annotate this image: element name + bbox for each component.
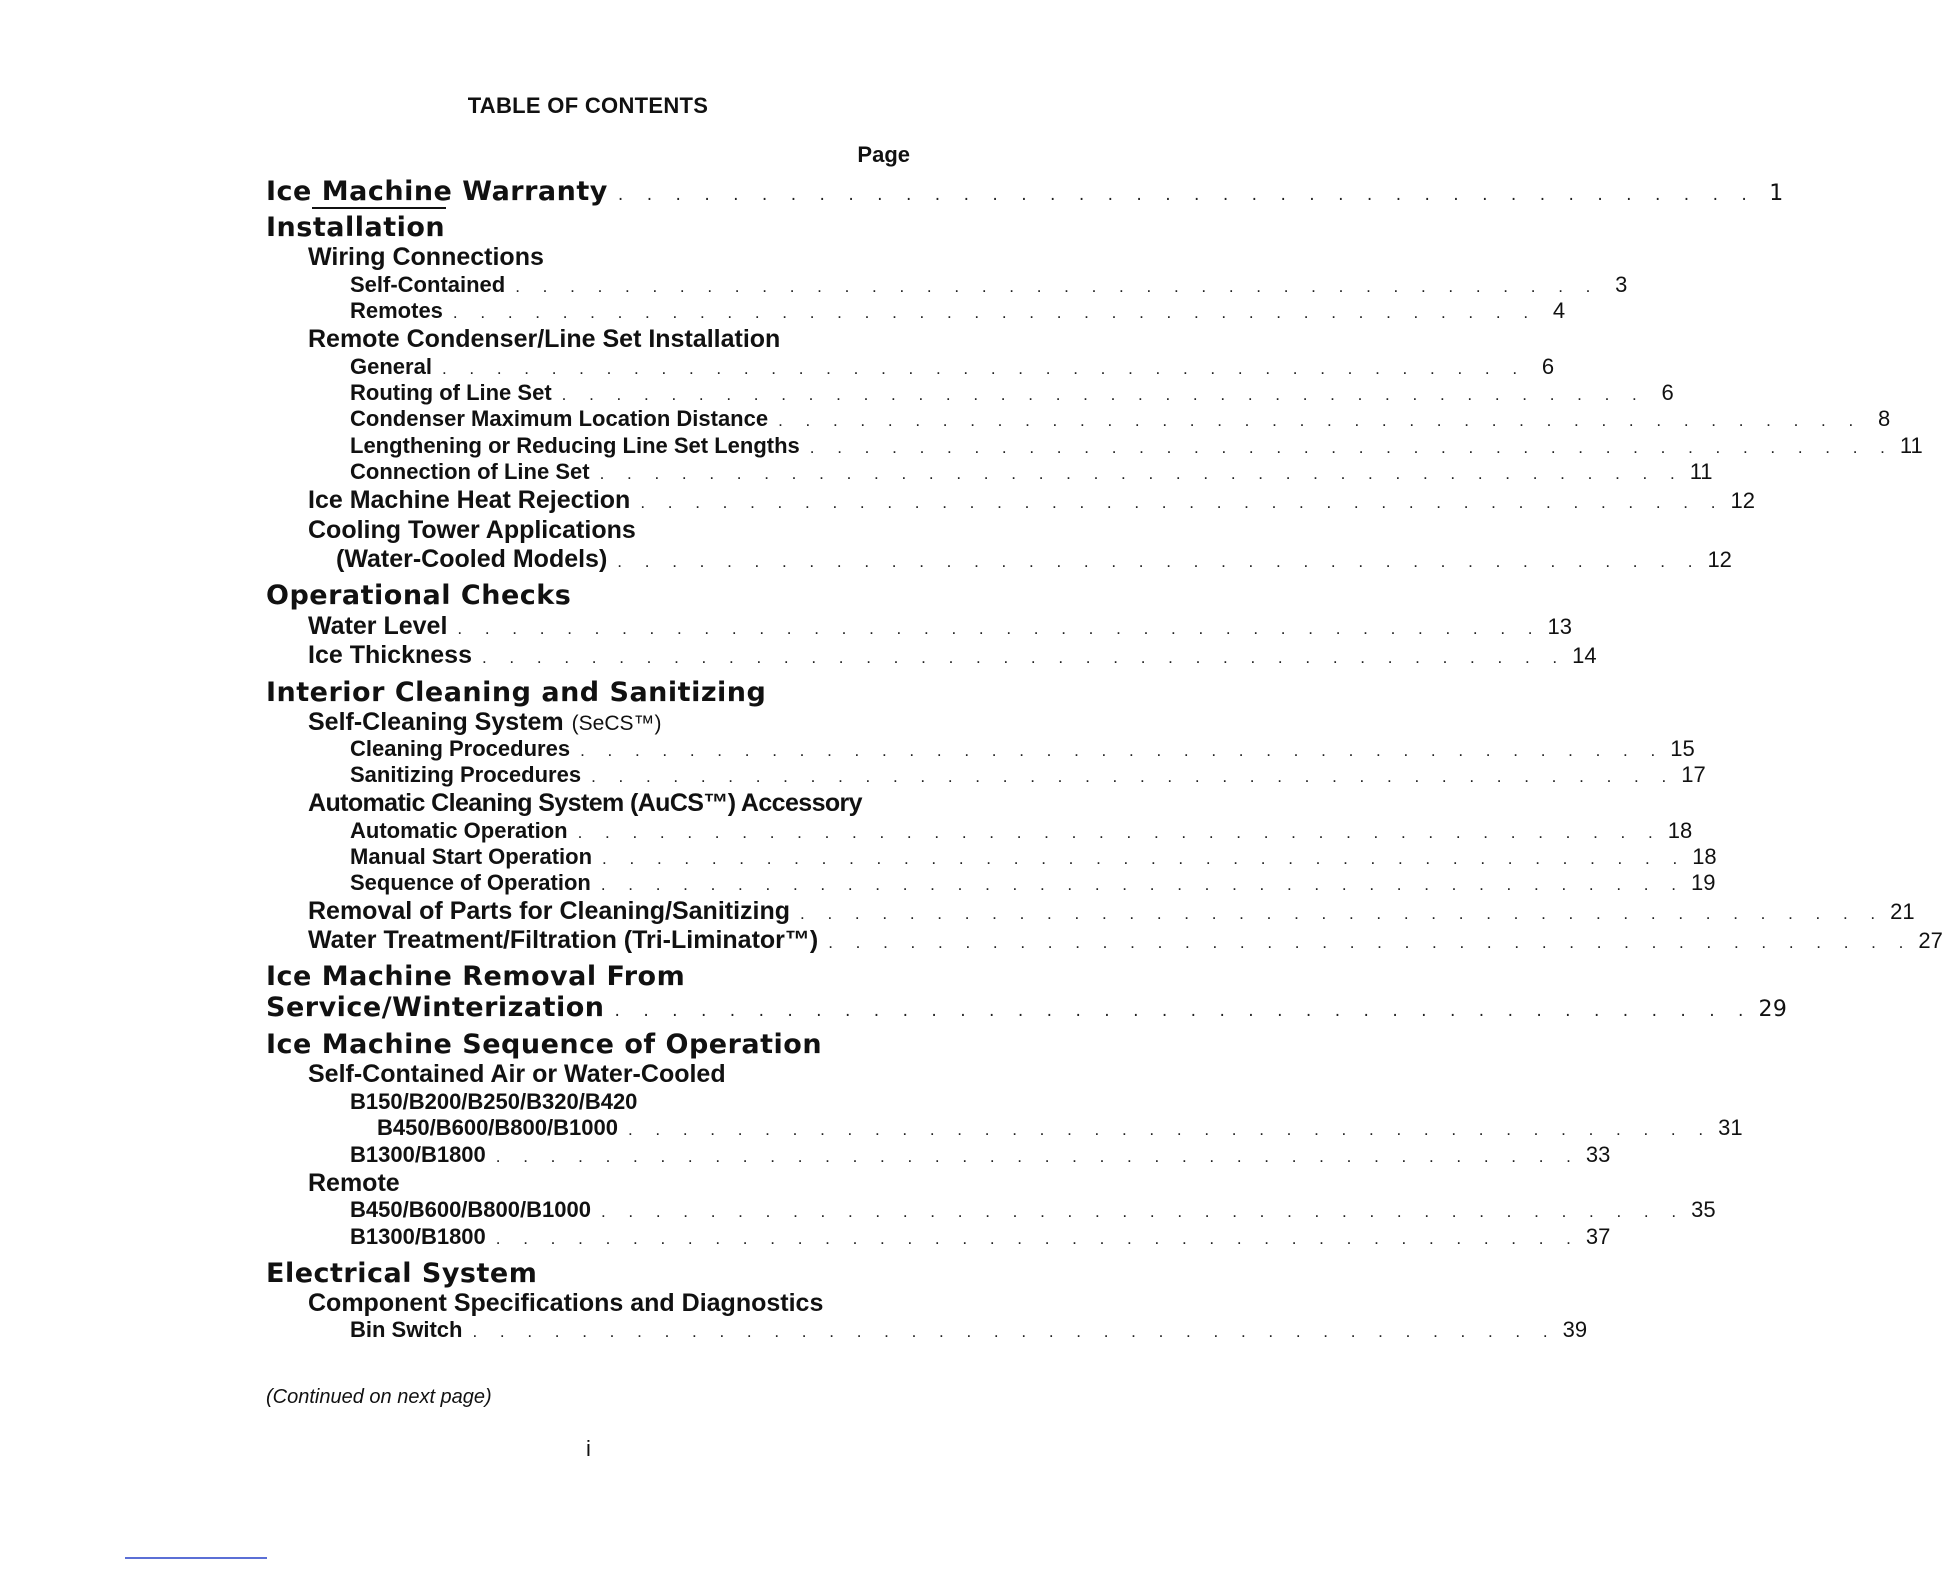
toc-entry-label: Sanitizing Procedures (350, 762, 582, 787)
toc-entry-label: Connection of Line Set (350, 459, 590, 484)
toc-entry-page: 6 (1541, 354, 1555, 379)
toc-entry[interactable] (350, 433, 1923, 459)
dot-leader: . . . . . . . . . . . . . . . . . . . . . . . . . . . . . . . . . . . . . . . . (441, 359, 1527, 378)
toc-entry-page: 6 (1661, 380, 1674, 405)
toc-entry-page: 11 (1689, 459, 1713, 484)
toc-entry[interactable] (350, 870, 1716, 896)
dot-leader: . . . . . . . . . . . . . . . . . . . . . . . . . . . . . . . . . . . . . . . . (800, 904, 1885, 923)
dot-leader: . . . . . . . . . . . . . . . . . . . . . . . . . . . . . . . . . . . . . . . . (495, 1229, 1580, 1248)
toc-entry[interactable] (377, 1115, 1743, 1141)
toc-entry-label: Automatic Cleaning System (AuCS™) Accessory (308, 789, 862, 817)
toc-entry[interactable] (266, 992, 1788, 1023)
toc-entry[interactable] (350, 1089, 911, 1115)
toc-entry-label: Ice Machine Heat Rejection (308, 486, 631, 514)
dot-leader: . . . . . . . . . . . . . . . . . . . . . . . . . . . . . . . . . . . . . . . . (617, 185, 1756, 205)
toc-entry[interactable] (336, 545, 1732, 574)
toc-entry-label: Service/Winterization (266, 992, 605, 1023)
dot-leader: . . . . . . . . . . . . . . . . . . . . . . . . . . . . . . . . . . . . . . . . (617, 552, 1702, 571)
toc-entry-page: 14 (1572, 643, 1597, 668)
toc-entry-page: 12 (1730, 488, 1755, 513)
toc-entry-label: Bin Switch (350, 1317, 463, 1342)
toc-entry[interactable] (308, 897, 1915, 926)
toc-entry[interactable] (350, 1142, 1611, 1168)
toc-entry[interactable] (308, 708, 911, 737)
toc-entry[interactable] (266, 580, 911, 611)
toc-entry-label: Installation (266, 212, 446, 243)
dot-leader: . . . . . . . . . . . . . . . . . . . . . . . . . . . . . . . . . . . . . . . . (452, 303, 1538, 322)
underline-mark (312, 207, 446, 209)
toc-entry[interactable] (350, 736, 1695, 762)
continued-note: (Continued on next page) (266, 1386, 492, 1408)
toc-entry[interactable] (308, 926, 1943, 955)
toc-entry-label: Ice Machine Sequence of Operation (266, 1029, 823, 1060)
toc-entry[interactable] (308, 612, 1573, 641)
toc-entry-suffix: (SeCS™) (571, 712, 662, 735)
toc-entry-page: 13 (1547, 614, 1573, 639)
toc-entry-label: Water Treatment/Filtration (Tri-Liminator™) (308, 926, 819, 954)
toc-entry[interactable] (308, 789, 911, 818)
toc-entry[interactable] (308, 243, 911, 272)
dot-leader: . . . . . . . . . . . . . . . . . . . . . . . . . . . . . . . . . . . . . . . . (515, 277, 1600, 296)
toc-entry-label: Component Specifications and Diagnostics (308, 1289, 824, 1317)
toc-entry[interactable] (266, 212, 911, 243)
toc-entry-label: Remote Condenser/Line Set Installation (308, 325, 781, 353)
toc-entry-page: 11 (1899, 433, 1923, 458)
toc-entry-label: Self-Contained (350, 272, 506, 297)
toc-entry[interactable] (350, 354, 1555, 380)
toc-entry-label: Ice Machine Removal From (266, 961, 686, 992)
toc-entry-page: 12 (1707, 547, 1732, 572)
toc-entry-page: 8 (1877, 406, 1891, 431)
toc-entry-label: Water Level (308, 612, 448, 640)
toc-entry[interactable] (266, 1258, 911, 1289)
toc-entry-label: Electrical System (266, 1258, 538, 1289)
toc-entry[interactable] (350, 298, 1566, 324)
toc-entry-page: 18 (1667, 818, 1693, 843)
toc-entry[interactable] (308, 641, 1597, 670)
toc-entry[interactable] (350, 1317, 1588, 1343)
dot-leader: . . . . . . . . . . . . . . . . . . . . . . . . . . . . . . . . . . . . . . . . (602, 849, 1687, 868)
page-column-header: Page (857, 142, 910, 167)
toc-entry-page: 37 (1585, 1224, 1611, 1249)
toc-entry-label: B450/B600/B800/B1000 (377, 1115, 618, 1140)
toc-entry-label: Remote (308, 1169, 400, 1197)
toc-entry-label: Automatic Operation (350, 818, 568, 843)
toc-entry[interactable] (266, 677, 911, 708)
toc-entry-label: (Water-Cooled Models) (336, 545, 608, 573)
dot-leader: . . . . . . . . . . . . . . . . . . . . . . . . . . . . . . . . . . . . . . . . (561, 385, 1646, 404)
toc-entry-label: Condenser Maximum Location Distance (350, 406, 769, 431)
page-number: i (586, 1436, 591, 1461)
toc-entry-label: B450/B600/B800/B1000 (350, 1197, 591, 1222)
bottom-rule (125, 1557, 267, 1559)
dot-leader: . . . . . . . . . . . . . . . . . . . . . . . . . . . . . . . . . . . . . . . . (472, 1322, 1557, 1341)
toc-entry-label: Removal of Parts for Cleaning/Sanitizing (308, 897, 791, 925)
toc-entry-page: 1 (1769, 181, 1784, 206)
dot-leader: . . . . . . . . . . . . . . . . . . . . . . . . . . . . . . . . . . . . . . . . (627, 1120, 1713, 1139)
toc-entry-label: B150/B200/B250/B320/B420 (350, 1089, 638, 1114)
toc-entry[interactable] (308, 1289, 911, 1318)
toc-entry[interactable] (350, 406, 1891, 432)
dot-leader: . . . . . . . . . . . . . . . . . . . . . . . . . . . . . . . . . . . . . . . . (828, 933, 1913, 952)
toc-entry-label: Ice Machine Warranty (266, 176, 608, 207)
toc-entry-label: B1300/B1800 (350, 1142, 486, 1167)
toc-entry-page: 33 (1585, 1142, 1611, 1167)
toc-entry[interactable] (350, 762, 1706, 788)
toc-entry-label: Lengthening or Reducing Line Set Lengths (350, 433, 800, 458)
dot-leader: . . . . . . . . . . . . . . . . . . . . . . . . . . . . . . . . . . . . . . . . (599, 464, 1684, 483)
toc-entry[interactable] (308, 325, 911, 354)
toc-entry[interactable] (308, 486, 1755, 515)
toc-entry-page: 15 (1670, 736, 1695, 761)
toc-entry[interactable] (266, 176, 1784, 207)
toc-entry-page: 27 (1918, 928, 1943, 953)
toc-entry-page: 21 (1890, 899, 1915, 924)
dot-leader: . . . . . . . . . . . . . . . . . . . . . . . . . . . . . . . . . . . . . . . . (600, 875, 1685, 894)
toc-entry-page: 18 (1692, 844, 1717, 869)
toc-entry-label: Wiring Connections (308, 243, 544, 271)
toc-entry-label: Sequence of Operation (350, 870, 591, 895)
toc-entry[interactable] (350, 818, 1693, 844)
dot-leader: . . . . . . . . . . . . . . . . . . . . . . . . . . . . . . . . . . . . . . . . (580, 741, 1665, 760)
toc-entry-label: Cleaning Procedures (350, 736, 571, 761)
toc-entry[interactable] (350, 844, 1717, 870)
toc-entry-label: General (350, 354, 432, 379)
toc-entry[interactable] (266, 1029, 911, 1060)
toc-entry[interactable] (350, 380, 1674, 406)
toc-entry-page: 35 (1691, 1197, 1716, 1222)
toc-entry-page: 4 (1552, 298, 1566, 323)
toc-entry[interactable] (266, 961, 911, 992)
toc-entry[interactable] (350, 459, 1713, 485)
toc-entry-page: 19 (1690, 870, 1716, 895)
toc-entry[interactable] (350, 272, 1628, 298)
toc-entry-page: 17 (1681, 762, 1706, 787)
toc-entry[interactable] (350, 1224, 1611, 1250)
toc-entry-page: 39 (1562, 1317, 1588, 1342)
toc-entry-page: 3 (1615, 272, 1628, 297)
dot-leader: . . . . . . . . . . . . . . . . . . . . . . . . . . . . . . . . . . . . . . . . (809, 438, 1894, 457)
toc-entry[interactable] (308, 1060, 911, 1089)
toc-entry-label: B1300/B1800 (350, 1224, 486, 1249)
dot-leader: . . . . . . . . . . . . . . . . . . . . . . . . . . . . . . . . . . . . . . . . (640, 493, 1725, 512)
toc-entry-label: Ice Thickness (308, 641, 472, 669)
toc-entry-page: 29 (1758, 997, 1788, 1022)
toc-entry[interactable] (308, 516, 911, 545)
dot-leader: . . . . . . . . . . . . . . . . . . . . . . . . . . . . . . . . . . . . . . . . (481, 648, 1567, 667)
toc-entry-label: Routing of Line Set (350, 380, 552, 405)
dot-leader: . . . . . . . . . . . . . . . . . . . . . . . . . . . . . . . . . . . . . . . . (577, 823, 1662, 842)
toc-entry-label: Cooling Tower Applications (308, 516, 636, 544)
toc-entry-page: 31 (1718, 1115, 1743, 1140)
toc-entry-label: Operational Checks (266, 580, 572, 611)
dot-leader: . . . . . . . . . . . . . . . . . . . . . . . . . . . . . . . . . . . . . . . . (457, 619, 1542, 638)
toc-entry-label: Self-Contained Air or Water-Cooled (308, 1060, 726, 1088)
dot-leader: . . . . . . . . . . . . . . . . . . . . . . . . . . . . . . . . . . . . . . . . (778, 411, 1863, 430)
dot-leader: . . . . . . . . . . . . . . . . . . . . . . . . . . . . . . . . . . . . . . . . (600, 1202, 1686, 1221)
toc-entry[interactable] (308, 1169, 911, 1198)
toc-entry-label: Manual Start Operation (350, 844, 593, 869)
toc-entry-label: Interior Cleaning and Sanitizing (266, 677, 767, 708)
dot-leader: . . . . . . . . . . . . . . . . . . . . . . . . . . . . . . . . . . . . . . . . (614, 1001, 1753, 1021)
dot-leader: . . . . . . . . . . . . . . . . . . . . . . . . . . . . . . . . . . . . . . . . (591, 767, 1676, 786)
toc-entry-label: Self-Cleaning System (308, 708, 564, 736)
toc-entry-label: Remotes (350, 298, 443, 323)
dot-leader: . . . . . . . . . . . . . . . . . . . . . . . . . . . . . . . . . . . . . . . . (495, 1147, 1580, 1166)
toc-entry[interactable] (350, 1197, 1716, 1223)
document-title: TABLE OF CONTENTS (467, 93, 709, 118)
